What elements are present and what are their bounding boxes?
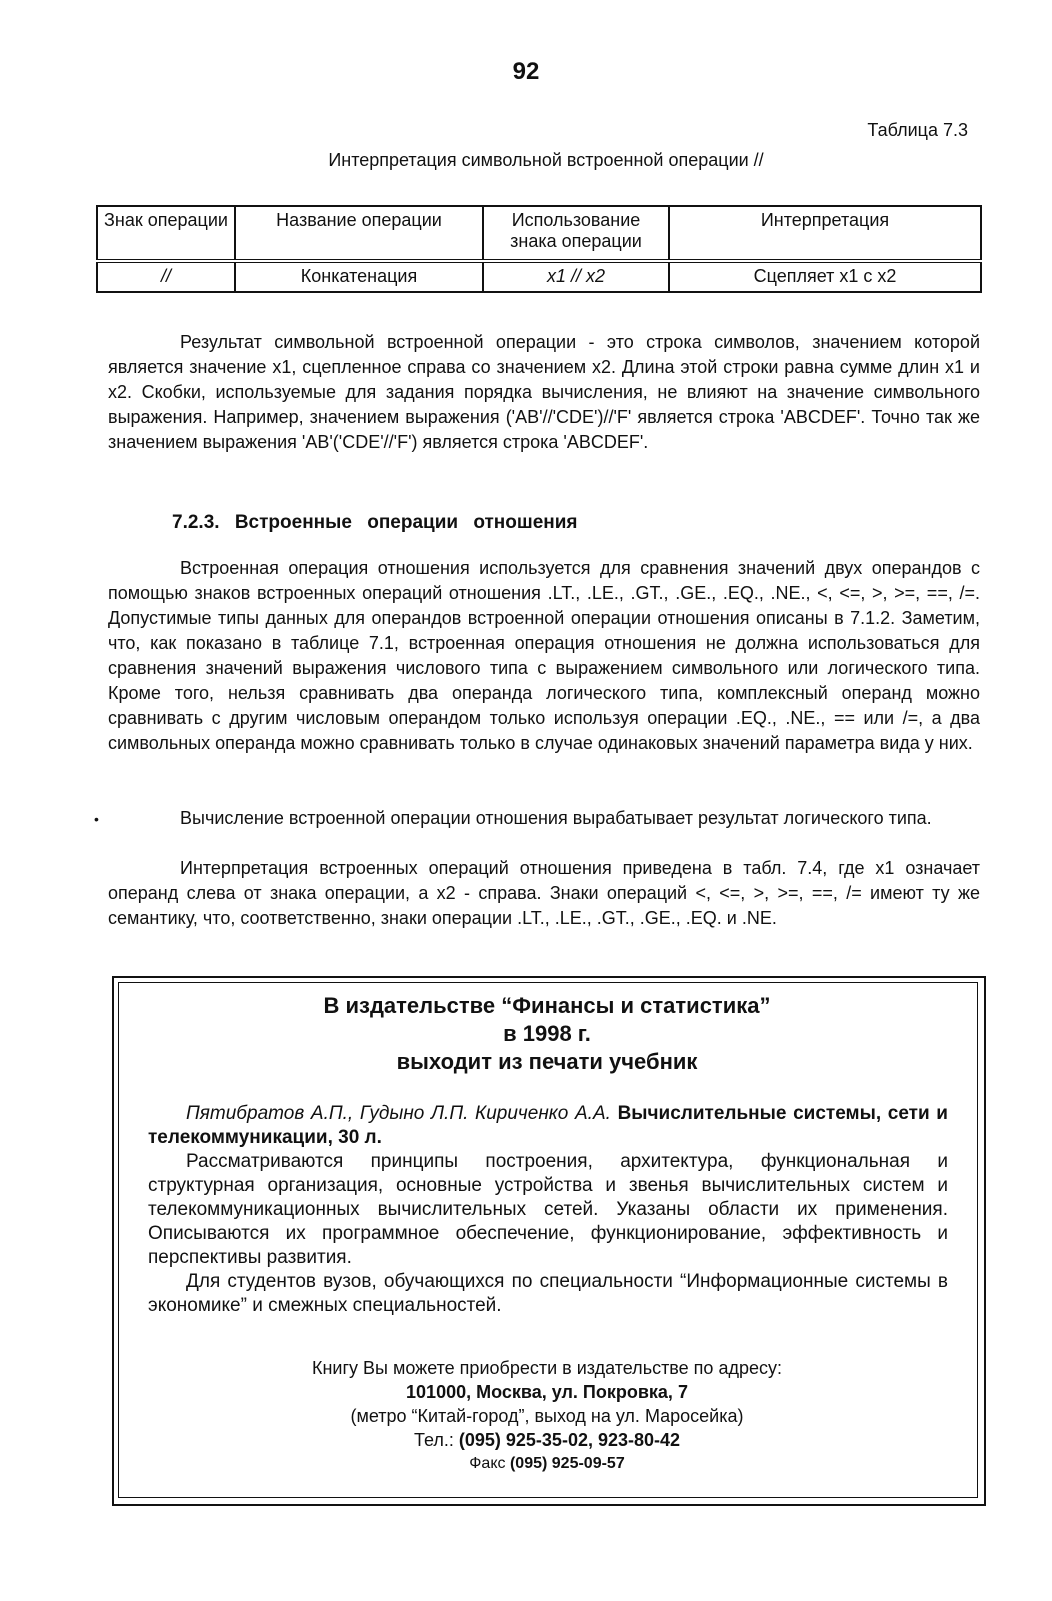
paragraph-eval-result bbox=[108, 806, 980, 831]
publisher-phone bbox=[118, 1428, 976, 1452]
table-label: Таблица 7.3 bbox=[867, 120, 968, 140]
advert-title-line: В издательстве “Финансы и статистика” bbox=[323, 993, 771, 1018]
buy-note: Книгу Вы можете приобрести в издательстве по адресу: bbox=[312, 1358, 782, 1378]
table-row bbox=[97, 261, 981, 292]
book-audience: Для студентов вузов, обучающихся по специальности “Информационные системы в экономике” и смежных специальностей. bbox=[148, 1271, 948, 1316]
operation-table bbox=[96, 205, 982, 293]
section-heading: 7.2.3. Встроенные операции отношения bbox=[172, 512, 578, 533]
table-cell: x1 // x2 bbox=[483, 261, 669, 292]
book-authors: Пятибратов А.П., Гудыно Л.П. Кириченко А.А. bbox=[186, 1103, 611, 1124]
publisher-contacts bbox=[118, 1356, 976, 1476]
paragraph-text: Встроенная операция отношения используется для сравнения значений двух операндов с помощью знаков встроенных операций отношения .LT., .LE., .GT., .GE., .EQ., .NE., <, <=, >, >=, ==, /=. Допустимые типы данных для операндов встроенной операции отношения описаны в 7.1.2. Заметим, что, как показано в таблице 7.1, встроенная операция отношения не должна использоваться для сравнения значений выражения числового типа с выражением символьного или логического типа. Кроме того, нельзя сравнивать два операнда логического типа, комплексный операнд можно сравнивать с другим числовым операндом только используя операции .EQ., .NE., == или /=, а два символьных операнда можно сравнивать только в случае одинаковых значений параметра вида у них. bbox=[108, 558, 980, 753]
page-number: 92 bbox=[512, 58, 540, 85]
paragraph-text: Результат символьной встроенной операции - это строка символов, значением которой является значение x1, сцепленное справа со значением x2. Длина этой строки равна сумме длин x1 и x2. Скобки, используемые для задания порядка вычисления, не влияют на значение символьного выражения. Например, значением выражения ('AB'//'CDE')//'F' является строка 'ABCDEF'. Точно так же значением выражения 'AB'('CDE'//'F') является строка 'ABCDEF'. bbox=[108, 332, 980, 452]
table-cell: // bbox=[97, 261, 235, 292]
advert-title-line: выходит из печати учебник bbox=[396, 1049, 698, 1074]
publisher-address: 101000, Москва, ул. Покровка, 7 bbox=[406, 1382, 688, 1402]
paragraph-interpretation bbox=[108, 856, 980, 931]
paragraph-text: Вычисление встроенной операции отношения вырабатывает результат логического типа. bbox=[180, 808, 932, 828]
paragraph-concat-result bbox=[108, 330, 980, 455]
book-title: Вычислительные системы, сети и телекоммуникации, 30 л. bbox=[148, 1103, 948, 1148]
table-header-cell: Знак операции bbox=[97, 206, 235, 261]
publisher-fax bbox=[118, 1452, 976, 1476]
table-caption: Интерпретация символьной встроенной операции // bbox=[328, 150, 764, 170]
phone-numbers: (095) 925-35-02, 923-80-42 bbox=[458, 1430, 681, 1450]
table-header-cell: Интерпретация bbox=[669, 206, 981, 261]
advert-title bbox=[118, 992, 976, 1076]
advert-title-line: в 1998 г. bbox=[503, 1021, 591, 1046]
fax-number: (095) 925-09-57 bbox=[509, 1455, 625, 1472]
book-description: Рассматриваются принципы построения, архитектура, функциональная и структурная организация, основные устройства и звенья вычислительных систем и телекоммуникационных вычислительных сетей. Указаны области их применения. Описываются их программное обеспечение, функционирование, эффективность и перспективы развития. bbox=[148, 1151, 948, 1268]
table-header-cell: Использование знака операции bbox=[483, 206, 669, 261]
table-header-cell: Название операции bbox=[235, 206, 483, 261]
table-header-row bbox=[97, 206, 981, 261]
table-cell: Конкатенация bbox=[235, 261, 483, 292]
fax-label: Факс bbox=[469, 1455, 506, 1472]
publisher-metro: (метро “Китай-город”, выход на ул. Маросейка) bbox=[350, 1406, 744, 1426]
phone-label: Тел.: bbox=[413, 1430, 454, 1450]
book-reference bbox=[148, 1102, 948, 1150]
paragraph-relational-ops bbox=[108, 556, 980, 756]
advert-body bbox=[148, 1102, 948, 1318]
paragraph-text: Интерпретация встроенных операций отношения приведена в табл. 7.4, где x1 означает операнд слева от знака операции, а x2 - справа. Знаки операций <, <=, >, >=, ==, /= имеют ту же семантику, что, соответственно, знаки операции .LT., .LE., .GT., .GE., .EQ. и .NE. bbox=[108, 858, 980, 928]
table-cell: Сцепляет x1 с x2 bbox=[669, 261, 981, 292]
stray-dot: • bbox=[94, 811, 99, 827]
